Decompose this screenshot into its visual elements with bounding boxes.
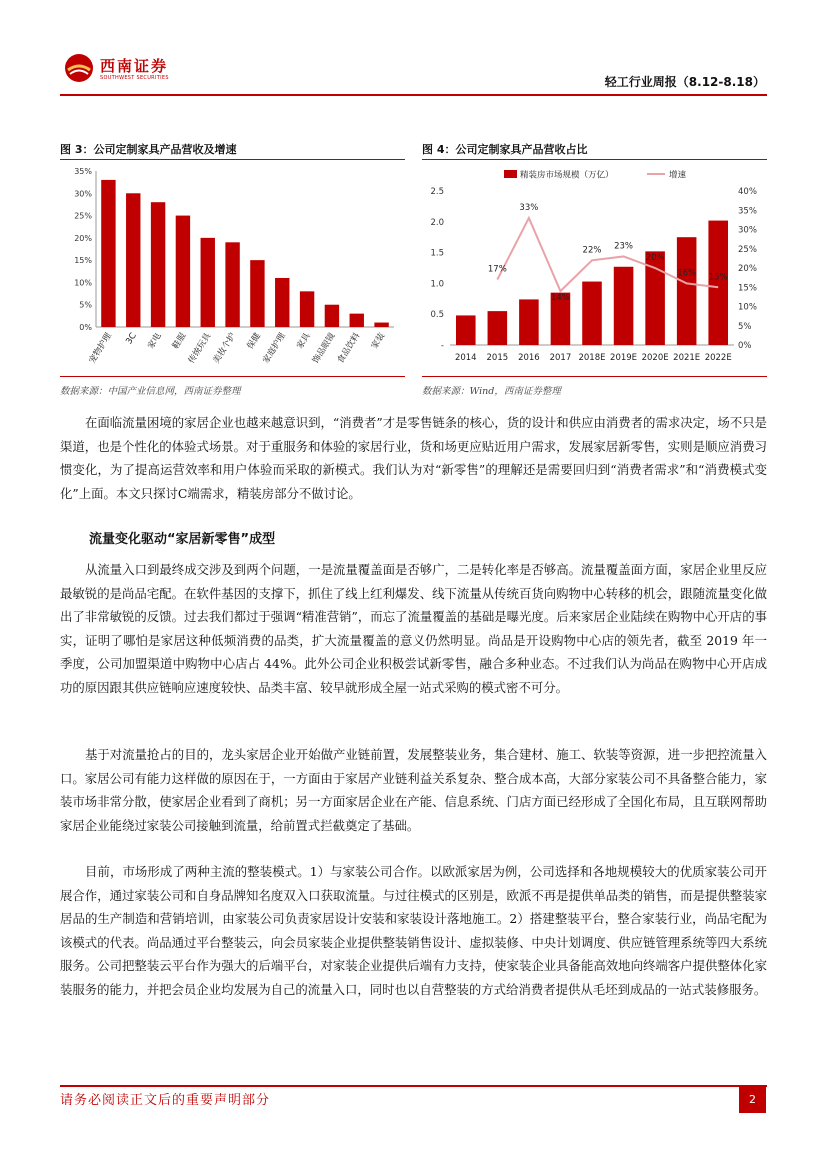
figure3-title: 图 3：公司定制家具产品营收及增速: [60, 143, 237, 156]
x-tick-label: 家具: [295, 331, 313, 352]
figure3-bottom-rule: [60, 376, 405, 377]
bar: [519, 299, 539, 345]
bar: [300, 291, 314, 327]
figure3-chart: [60, 161, 405, 375]
x-tick-label: 饰品眼镜: [310, 331, 338, 366]
y-tick-label: 20%: [74, 233, 92, 243]
bar: [151, 202, 165, 327]
data-label: 20%: [645, 253, 665, 263]
y-right-tick-label: 30%: [738, 225, 757, 236]
paragraph-traffic: 从流量入口到最终成交涉及到两个问题，一是流量覆盖面是否够广，二是转化率是否够高。流量覆盖面方面，家居企业里反应最敏锐的是尚品宅配。在软件基因的支撑下，抓住了线上红利爆发、线下流量从传统百货向购物中心转移的机会，跟随流量变化做出了非常敏锐的反馈。过去我们都过于强调“精准营销”，而忘了流量覆盖的基础是曝光度。后来家居企业陆续在购物中心开店的事实，证明了哪怕是家居这种低频消费的品类，扩大流量覆盖的意义仍然明显。尚品是开设购物中心店的领先者，截至 2019 年一季度，公司加盟渠道中购物中心店占 44%。此外公司企业积极尝试新零售，融合多种业态。不过我们认为尚品在购物中心开店成功的原因跟其供应链响应速度较快、品类丰富、较早就形成全屋一站式采购的模式密不可分。: [60, 562, 767, 695]
y-tick-label: 30%: [74, 189, 92, 199]
bar: [325, 305, 339, 327]
logo-english-name: SOUTHWEST SECURITIES: [100, 75, 169, 81]
x-tick-label: 家电: [146, 331, 164, 352]
company-logo: [64, 53, 94, 83]
x-tick-label: 2022E: [704, 353, 732, 363]
figure4-top-rule: [422, 159, 767, 160]
x-tick-label: 食品饮料: [335, 331, 363, 366]
x-tick-label: 家庭护理: [261, 331, 288, 366]
paragraph-integration: 基于对流量抢占的目的，龙头家居企业开始做产业链前置，发展整装业务，集合建材、施工、软装等资源，进一步把控流量入口。家居公司有能力这样做的原因在于，一方面由于家居产业链利益关系复杂、整合成本高，大部分家装公司不具备整合能力，家装市场非常分散，使家居企业看到了商机；另一方面家居企业在产能、信息系统、门店方面已经形成了全国化布局，且互联网帮助家居企业能绕过家装公司接触到流量，给前置式拦截奠定了基础。: [60, 747, 767, 833]
x-tick-label: 家装: [369, 331, 388, 352]
section-heading: 流量变化驱动“家居新零售”成型: [89, 532, 276, 547]
figure3-top-rule: [60, 159, 405, 160]
y-right-tick-label: 40%: [738, 187, 757, 197]
x-tick-label: 保健: [245, 331, 263, 352]
x-tick-label: 2014: [454, 353, 477, 363]
y-right-tick-label: 20%: [738, 264, 757, 274]
data-label: 22%: [582, 245, 602, 256]
bar: [350, 314, 364, 327]
x-tick-label: 2018E: [578, 353, 606, 363]
y-tick-label: 0%: [79, 323, 92, 332]
bar: [101, 180, 115, 327]
y-left-tick-label: 1.0: [430, 279, 444, 290]
y-left-tick-label: 1.5: [430, 248, 444, 259]
y-right-tick-label: 10%: [738, 302, 757, 313]
y-tick-label: 15%: [74, 256, 92, 266]
x-tick-label: 鞋服: [170, 331, 189, 352]
y-tick-label: 5%: [79, 300, 92, 310]
data-label: 33%: [519, 202, 539, 213]
x-tick-label: 2019E: [610, 353, 638, 363]
y-right-tick-label: 15%: [738, 283, 757, 294]
paragraph-intro: 在面临流量困境的家居企业也越来越意识到，“消费者”才是零售链条的核心，货的设计和供应由消费者的需求决定，场不只是渠道，也是个性化的体验式场景。对于重服务和体验的家居行业，货和场更应贴近用户需求，发展家居新零售，实则是顺应消费习惯变化，为了提高运营效率和用户体验而采取的新模式。我们认为对“新零售”的理解还是需要回归到“消费者需求”和“消费模式变化”上面。本文只探讨C端需求，精装房部分不做讨论。: [60, 415, 767, 501]
data-label: 15%: [708, 272, 728, 283]
x-tick-label: 2020E: [641, 353, 669, 363]
legend-bar-label: 精装房市场规模（万亿）: [520, 170, 614, 181]
figure4-title: 图 4：公司定制家具产品营收占比: [422, 143, 588, 156]
bar: [677, 237, 697, 345]
data-label: 14%: [550, 293, 570, 304]
bar: [225, 242, 239, 327]
x-tick-label: 2017: [549, 353, 572, 363]
figure4-chart: [422, 161, 767, 375]
y-right-tick-label: 5%: [738, 321, 752, 332]
data-label: 23%: [614, 241, 634, 252]
data-label: 17%: [487, 264, 507, 275]
figure4-source: 数据来源：Wind，西南证券整理: [422, 386, 561, 397]
x-tick-label: 3C: [124, 331, 139, 347]
bar: [488, 311, 508, 345]
footer-disclaimer: 请务必阅读正文后的重要声明部分: [60, 1093, 271, 1108]
y-left-tick-label: 2.5: [430, 187, 444, 197]
footer-divider: [60, 1085, 767, 1087]
x-tick-label: 2015: [486, 353, 509, 363]
bar: [201, 238, 215, 327]
y-left-tick-label: -: [440, 341, 444, 351]
y-tick-label: 35%: [74, 167, 92, 176]
y-left-tick-label: 2.0: [430, 217, 444, 228]
y-left-tick-label: 0.5: [430, 310, 444, 321]
y-right-tick-label: 0%: [738, 341, 752, 351]
bar: [126, 193, 140, 327]
paragraph-models: 目前，市场形成了两种主流的整装模式。1）与家装公司合作。以欧派家居为例，公司选择和各地规模较大的优质家装公司开展合作，通过家装公司和自身品牌知名度双入口获取流量。与过往模式的区别是，欧派不再是提供单品类的销售，而是提供整装家居品的生产制造和营销培训，由家装公司负责家居设计安装和家装设计落地施工。2）搭建整装平台，整合家装行业，尚品宅配为该模式的代表。尚品通过平台整装云，向会员家装企业提供整装销售设计、虚拟装修、中央计划调度、供应链管理系统等四大系统服务。公司把整装云平台作为强大的后端平台，对家装企业提供后端有力支持，使家装企业具备能高效地向终端客户提供整体化家装服务的能力，并把会员企业均发展为自己的流量入口，同时也以自营整装的方式给消费者提供从毛坯到成品的一站式装修服务。: [60, 864, 767, 997]
figure4-bottom-rule: [422, 376, 767, 377]
x-tick-label: 宠物护理: [87, 331, 114, 366]
x-tick-label: 2016: [518, 353, 540, 363]
x-tick-label: 美妆个护: [211, 331, 239, 366]
bar: [456, 315, 476, 345]
page-number: 2: [739, 1087, 766, 1113]
y-tick-label: 10%: [74, 278, 92, 288]
figure3-source: 数据来源：中国产业信息网，西南证券整理: [60, 386, 241, 397]
y-tick-label: 25%: [74, 211, 92, 221]
legend-bar-swatch: [504, 170, 517, 178]
bar: [614, 267, 634, 345]
x-tick-label: 2021E: [673, 353, 701, 363]
report-title: 轻工行业周报（8.12-8.18）: [604, 75, 765, 89]
data-label: 16%: [677, 268, 697, 279]
bar: [708, 221, 728, 345]
header-divider: [60, 94, 767, 96]
legend-line-label: 增速: [669, 170, 687, 181]
bar: [176, 216, 190, 327]
y-right-tick-label: 25%: [738, 244, 757, 255]
y-right-tick-label: 35%: [738, 206, 757, 217]
bar: [250, 260, 264, 327]
bar: [275, 278, 289, 327]
logo-chinese-name: 西南证券: [100, 57, 169, 75]
x-tick-label: 传统玩具: [186, 331, 214, 366]
bar: [374, 323, 388, 327]
bar: [582, 282, 602, 345]
